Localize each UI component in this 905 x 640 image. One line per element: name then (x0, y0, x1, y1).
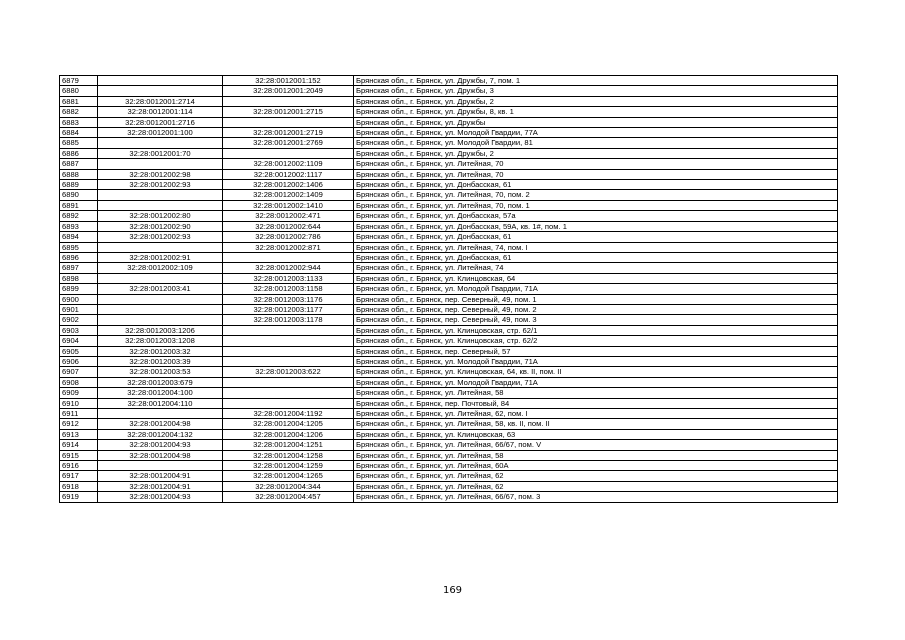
address-cell: Брянская обл., г. Брянск, ул. Литейная, 74 (354, 263, 838, 273)
address-cell: Брянская обл., г. Брянск, ул. Литейная, 62, пом. I (354, 409, 838, 419)
table-row (60, 138, 838, 148)
table-row (60, 273, 838, 283)
address-cell: Брянская обл., г. Брянск, ул. Клинцовская, 63 (354, 429, 838, 439)
address-cell: Брянская обл., г. Брянск, ул. Дружбы (354, 117, 838, 127)
address-cell: Брянская обл., г. Брянск, ул. Литейная, 74, пом. I (354, 242, 838, 252)
table-row (60, 180, 838, 190)
table-row (60, 242, 838, 252)
address-cell: Брянская обл., г. Брянск, ул. Литейная, 70 (354, 159, 838, 169)
table-row (60, 128, 838, 138)
building-cadastral-number-cell (223, 252, 354, 262)
cadastral-number-cell (98, 461, 223, 471)
row-number-cell: 6896 (60, 252, 98, 262)
table-row (60, 315, 838, 325)
building-cadastral-number-cell: 32:28:0012003:1178 (223, 315, 354, 325)
row-number-cell: 6910 (60, 398, 98, 408)
table-row (60, 263, 838, 273)
cadastral-number-cell: 32:28:0012003:32 (98, 346, 223, 356)
row-number-cell: 6883 (60, 117, 98, 127)
address-cell: Брянская обл., г. Брянск, пер. Северный, 57 (354, 346, 838, 356)
table-row (60, 200, 838, 210)
row-number-cell: 6900 (60, 294, 98, 304)
table-row (60, 461, 838, 471)
address-cell: Брянская обл., г. Брянск, ул. Молодой Гвардии, 71А (354, 377, 838, 387)
table-row (60, 107, 838, 117)
table-row (60, 117, 838, 127)
table-row (60, 409, 838, 419)
table-row (60, 190, 838, 200)
row-number-cell: 6911 (60, 409, 98, 419)
address-cell: Брянская обл., г. Брянск, ул. Клинцовская, 64, кв. II, пом. II (354, 367, 838, 377)
address-cell: Брянская обл., г. Брянск, ул. Дружбы, 3 (354, 86, 838, 96)
row-number-cell: 6884 (60, 128, 98, 138)
row-number-cell: 6894 (60, 232, 98, 242)
building-cadastral-number-cell: 32:28:0012001:2049 (223, 86, 354, 96)
table-row (60, 76, 838, 86)
address-cell: Брянская обл., г. Брянск, ул. Литейная, 58, кв. II, пом. II (354, 419, 838, 429)
cadastral-number-cell: 32:28:0012002:91 (98, 252, 223, 262)
table-row (60, 471, 838, 481)
cadastral-number-cell: 32:28:0012002:93 (98, 180, 223, 190)
building-cadastral-number-cell: 32:28:0012001:2715 (223, 107, 354, 117)
table-row (60, 294, 838, 304)
building-cadastral-number-cell: 32:28:0012003:1158 (223, 284, 354, 294)
cadastral-number-cell: 32:28:0012002:109 (98, 263, 223, 273)
building-cadastral-number-cell: 32:28:0012003:1177 (223, 304, 354, 314)
row-number-cell: 6902 (60, 315, 98, 325)
table-row (60, 232, 838, 242)
building-cadastral-number-cell (223, 398, 354, 408)
row-number-cell: 6913 (60, 429, 98, 439)
building-cadastral-number-cell (223, 148, 354, 158)
building-cadastral-number-cell (223, 325, 354, 335)
cadastral-number-cell: 32:28:0012004:100 (98, 388, 223, 398)
row-number-cell: 6908 (60, 377, 98, 387)
address-cell: Брянская обл., г. Брянск, ул. Донбасская, 61 (354, 252, 838, 262)
table-row (60, 481, 838, 491)
address-cell: Брянская обл., г. Брянск, пер. Почтовый, 84 (354, 398, 838, 408)
building-cadastral-number-cell: 32:28:0012003:1176 (223, 294, 354, 304)
table-row (60, 356, 838, 366)
cadastral-number-cell (98, 242, 223, 252)
table-row (60, 336, 838, 346)
cadastral-number-cell: 32:28:0012001:70 (98, 148, 223, 158)
address-cell: Брянская обл., г. Брянск, ул. Донбасская, 61 (354, 232, 838, 242)
cadastral-number-cell (98, 76, 223, 86)
registry-table-body (60, 76, 838, 503)
cadastral-number-cell (98, 138, 223, 148)
address-cell: Брянская обл., г. Брянск, пер. Северный, 49, пом. 1 (354, 294, 838, 304)
row-number-cell: 6891 (60, 200, 98, 210)
address-cell: Брянская обл., г. Брянск, ул. Литейная, 66/67, пом. V (354, 440, 838, 450)
cadastral-number-cell: 32:28:0012002:90 (98, 221, 223, 231)
row-number-cell: 6905 (60, 346, 98, 356)
table-row (60, 367, 838, 377)
cadastral-number-cell: 32:28:0012004:98 (98, 450, 223, 460)
row-number-cell: 6895 (60, 242, 98, 252)
row-number-cell: 6897 (60, 263, 98, 273)
row-number-cell: 6886 (60, 148, 98, 158)
address-cell: Брянская обл., г. Брянск, ул. Донбасская, 59А, кв. 1#, пом. 1 (354, 221, 838, 231)
cadastral-number-cell (98, 190, 223, 200)
row-number-cell: 6909 (60, 388, 98, 398)
address-cell: Брянская обл., г. Брянск, ул. Клинцовская, стр. 62/1 (354, 325, 838, 335)
cadastral-number-cell: 32:28:0012001:2716 (98, 117, 223, 127)
cadastral-number-cell: 32:28:0012002:93 (98, 232, 223, 242)
table-row (60, 284, 838, 294)
row-number-cell: 6916 (60, 461, 98, 471)
address-cell: Брянская обл., г. Брянск, ул. Дружбы, 2 (354, 148, 838, 158)
cadastral-number-cell (98, 273, 223, 283)
row-number-cell: 6890 (60, 190, 98, 200)
row-number-cell: 6899 (60, 284, 98, 294)
cadastral-number-cell (98, 86, 223, 96)
table-row (60, 159, 838, 169)
row-number-cell: 6898 (60, 273, 98, 283)
cadastral-number-cell (98, 294, 223, 304)
table-row (60, 346, 838, 356)
row-number-cell: 6917 (60, 471, 98, 481)
row-number-cell: 6879 (60, 76, 98, 86)
cadastral-number-cell: 32:28:0012001:2714 (98, 96, 223, 106)
row-number-cell: 6919 (60, 492, 98, 502)
address-cell: Брянская обл., г. Брянск, ул. Молодой Гвардии, 77А (354, 128, 838, 138)
building-cadastral-number-cell: 32:28:0012004:457 (223, 492, 354, 502)
cadastral-number-cell: 32:28:0012001:100 (98, 128, 223, 138)
building-cadastral-number-cell: 32:28:0012002:1410 (223, 200, 354, 210)
row-number-cell: 6885 (60, 138, 98, 148)
table-row (60, 450, 838, 460)
building-cadastral-number-cell: 32:28:0012003:1133 (223, 273, 354, 283)
table-row (60, 86, 838, 96)
building-cadastral-number-cell: 32:28:0012002:1409 (223, 190, 354, 200)
row-number-cell: 6906 (60, 356, 98, 366)
table-row (60, 252, 838, 262)
address-cell: Брянская обл., г. Брянск, пер. Северный, 49, пом. 2 (354, 304, 838, 314)
building-cadastral-number-cell (223, 346, 354, 356)
building-cadastral-number-cell: 32:28:0012004:1205 (223, 419, 354, 429)
row-number-cell: 6901 (60, 304, 98, 314)
row-number-cell: 6912 (60, 419, 98, 429)
cadastral-number-cell: 32:28:0012001:114 (98, 107, 223, 117)
building-cadastral-number-cell (223, 117, 354, 127)
building-cadastral-number-cell: 32:28:0012004:1258 (223, 450, 354, 460)
address-cell: Брянская обл., г. Брянск, ул. Литейная, 66/67, пом. 3 (354, 492, 838, 502)
building-cadastral-number-cell: 32:28:0012001:152 (223, 76, 354, 86)
address-cell: Брянская обл., г. Брянск, ул. Литейная, 58 (354, 388, 838, 398)
row-number-cell: 6915 (60, 450, 98, 460)
table-row (60, 388, 838, 398)
table-row (60, 398, 838, 408)
address-cell: Брянская обл., г. Брянск, ул. Литейная, 58 (354, 450, 838, 460)
registry-table (59, 75, 838, 503)
row-number-cell: 6918 (60, 481, 98, 491)
cadastral-number-cell: 32:28:0012003:1208 (98, 336, 223, 346)
cadastral-number-cell: 32:28:0012004:91 (98, 471, 223, 481)
building-cadastral-number-cell: 32:28:0012003:622 (223, 367, 354, 377)
table-row (60, 96, 838, 106)
cadastral-number-cell: 32:28:0012003:39 (98, 356, 223, 366)
address-cell: Брянская обл., г. Брянск, ул. Литейная, 70 (354, 169, 838, 179)
building-cadastral-number-cell: 32:28:0012002:471 (223, 211, 354, 221)
address-cell: Брянская обл., г. Брянск, ул. Дружбы, 2 (354, 96, 838, 106)
building-cadastral-number-cell (223, 388, 354, 398)
row-number-cell: 6880 (60, 86, 98, 96)
building-cadastral-number-cell: 32:28:0012002:944 (223, 263, 354, 273)
table-row (60, 419, 838, 429)
row-number-cell: 6882 (60, 107, 98, 117)
address-cell: Брянская обл., г. Брянск, ул. Клинцовская, стр. 62/2 (354, 336, 838, 346)
building-cadastral-number-cell: 32:28:0012001:2769 (223, 138, 354, 148)
cadastral-number-cell: 32:28:0012004:132 (98, 429, 223, 439)
table-row (60, 148, 838, 158)
table-row (60, 211, 838, 221)
building-cadastral-number-cell: 32:28:0012004:1206 (223, 429, 354, 439)
building-cadastral-number-cell: 32:28:0012002:1117 (223, 169, 354, 179)
cadastral-number-cell: 32:28:0012004:110 (98, 398, 223, 408)
row-number-cell: 6907 (60, 367, 98, 377)
row-number-cell: 6881 (60, 96, 98, 106)
table-row (60, 440, 838, 450)
address-cell: Брянская обл., г. Брянск, ул. Донбасская, 61 (354, 180, 838, 190)
address-cell: Брянская обл., г. Брянск, ул. Литейная, 70, пом. 2 (354, 190, 838, 200)
building-cadastral-number-cell (223, 356, 354, 366)
row-number-cell: 6888 (60, 169, 98, 179)
address-cell: Брянская обл., г. Брянск, ул. Литейная, 60А (354, 461, 838, 471)
building-cadastral-number-cell: 32:28:0012004:1251 (223, 440, 354, 450)
building-cadastral-number-cell (223, 96, 354, 106)
cadastral-number-cell: 32:28:0012004:93 (98, 440, 223, 450)
cadastral-number-cell: 32:28:0012004:98 (98, 419, 223, 429)
page-number: 169 (442, 585, 463, 596)
row-number-cell: 6914 (60, 440, 98, 450)
cadastral-number-cell (98, 200, 223, 210)
building-cadastral-number-cell: 32:28:0012004:344 (223, 481, 354, 491)
table-row (60, 221, 838, 231)
table-row (60, 304, 838, 314)
cadastral-number-cell: 32:28:0012002:80 (98, 211, 223, 221)
cadastral-number-cell (98, 315, 223, 325)
table-row (60, 429, 838, 439)
cadastral-number-cell: 32:28:0012003:41 (98, 284, 223, 294)
address-cell: Брянская обл., г. Брянск, ул. Донбасская, 57а (354, 211, 838, 221)
building-cadastral-number-cell: 32:28:0012002:871 (223, 242, 354, 252)
building-cadastral-number-cell (223, 377, 354, 387)
cadastral-number-cell: 32:28:0012003:53 (98, 367, 223, 377)
row-number-cell: 6892 (60, 211, 98, 221)
address-cell: Брянская обл., г. Брянск, ул. Молодой Гвардии, 71А (354, 284, 838, 294)
row-number-cell: 6887 (60, 159, 98, 169)
cadastral-number-cell: 32:28:0012004:93 (98, 492, 223, 502)
table-row (60, 492, 838, 502)
row-number-cell: 6893 (60, 221, 98, 231)
building-cadastral-number-cell (223, 336, 354, 346)
cadastral-number-cell: 32:28:0012003:1206 (98, 325, 223, 335)
address-cell: Брянская обл., г. Брянск, ул. Молодой Гвардии, 71А (354, 356, 838, 366)
row-number-cell: 6903 (60, 325, 98, 335)
address-cell: Брянская обл., г. Брянск, ул. Молодой Гвардии, 81 (354, 138, 838, 148)
cadastral-number-cell: 32:28:0012003:679 (98, 377, 223, 387)
building-cadastral-number-cell: 32:28:0012002:786 (223, 232, 354, 242)
building-cadastral-number-cell: 32:28:0012004:1259 (223, 461, 354, 471)
building-cadastral-number-cell: 32:28:0012002:1109 (223, 159, 354, 169)
address-cell: Брянская обл., г. Брянск, ул. Литейная, 70, пом. 1 (354, 200, 838, 210)
address-cell: Брянская обл., г. Брянск, ул. Литейная, 62 (354, 471, 838, 481)
cadastral-number-cell (98, 159, 223, 169)
building-cadastral-number-cell: 32:28:0012001:2719 (223, 128, 354, 138)
address-cell: Брянская обл., г. Брянск, пер. Северный, 49, пом. 3 (354, 315, 838, 325)
building-cadastral-number-cell: 32:28:0012004:1192 (223, 409, 354, 419)
cadastral-number-cell: 32:28:0012002:98 (98, 169, 223, 179)
table-row (60, 169, 838, 179)
address-cell: Брянская обл., г. Брянск, ул. Дружбы, 8, кв. 1 (354, 107, 838, 117)
building-cadastral-number-cell: 32:28:0012004:1265 (223, 471, 354, 481)
table-row (60, 325, 838, 335)
cadastral-number-cell: 32:28:0012004:91 (98, 481, 223, 491)
address-cell: Брянская обл., г. Брянск, ул. Дружбы, 7, пом. 1 (354, 76, 838, 86)
address-cell: Брянская обл., г. Брянск, ул. Литейная, 62 (354, 481, 838, 491)
address-cell: Брянская обл., г. Брянск, ул. Клинцовская, 64 (354, 273, 838, 283)
row-number-cell: 6904 (60, 336, 98, 346)
cadastral-number-cell (98, 409, 223, 419)
table-row (60, 377, 838, 387)
cadastral-number-cell (98, 304, 223, 314)
building-cadastral-number-cell: 32:28:0012002:1406 (223, 180, 354, 190)
building-cadastral-number-cell: 32:28:0012002:644 (223, 221, 354, 231)
row-number-cell: 6889 (60, 180, 98, 190)
